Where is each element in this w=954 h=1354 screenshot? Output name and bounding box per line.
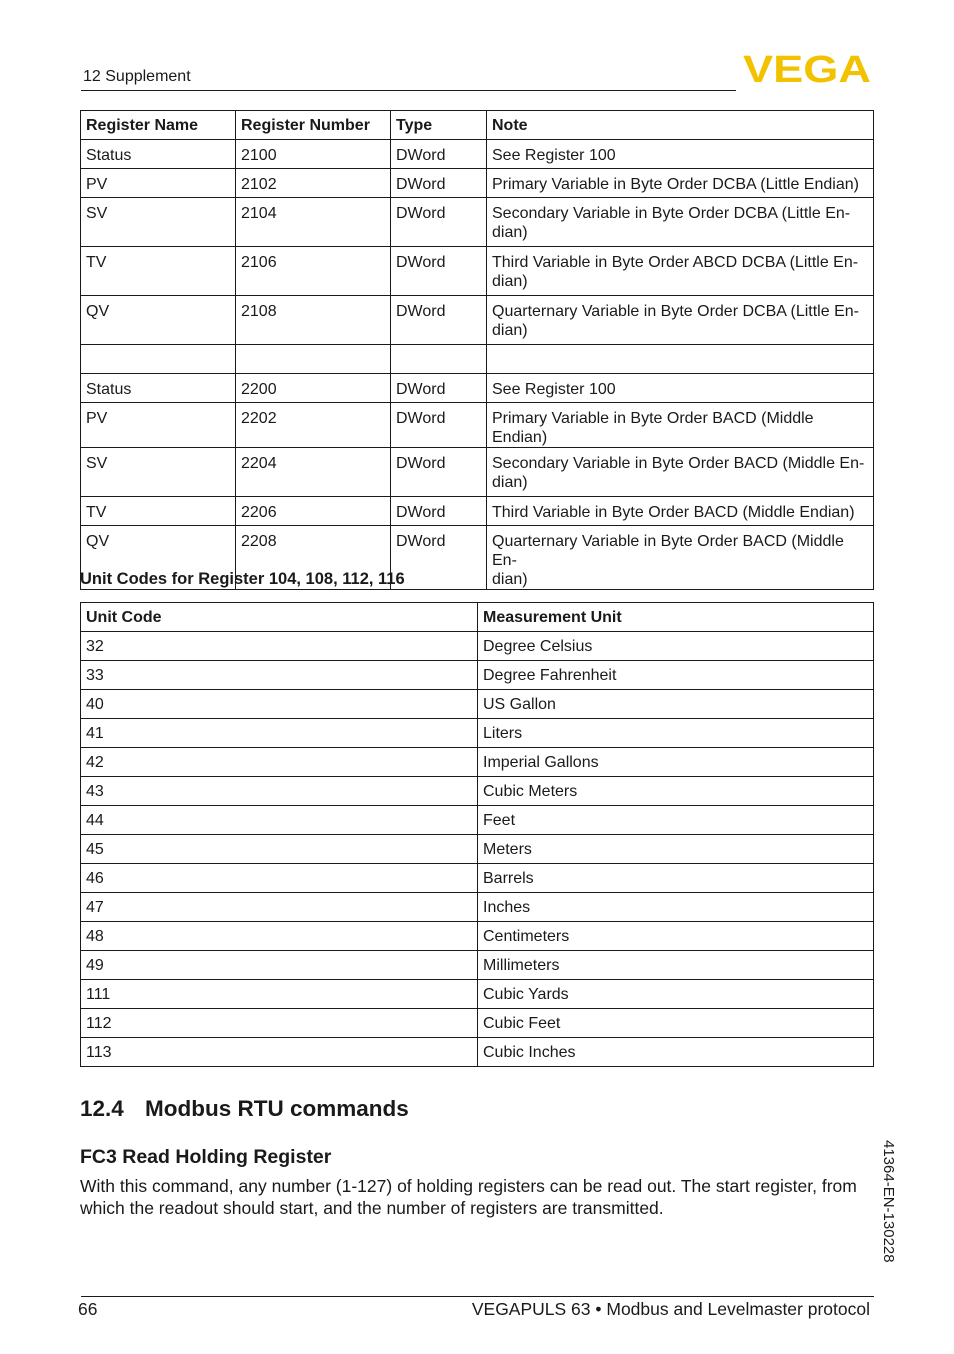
table-cell: PV — [81, 169, 236, 198]
table-row — [81, 247, 874, 296]
table-cell: DWord — [391, 296, 487, 345]
table-row — [81, 661, 874, 690]
table-cell: 112 — [81, 1009, 478, 1038]
table-cell: Degree Celsius — [478, 632, 874, 661]
table-cell — [391, 345, 487, 374]
table-cell: Primary Variable in Byte Order DCBA (Little Endian) — [487, 169, 874, 198]
table-cell: 2208 — [236, 526, 391, 590]
table-cell: Barrels — [478, 864, 874, 893]
table-cell: DWord — [391, 403, 487, 448]
table-cell: Secondary Variable in Byte Order DCBA (Little En- dian) — [487, 198, 874, 247]
body-paragraph: With this command, any number (1-127) of holding registers can be read out. The start register, from which the readout should start, and the number of registers are transmitted. — [80, 1176, 857, 1218]
table-row — [81, 980, 874, 1009]
table-row — [81, 922, 874, 951]
table-row — [81, 1009, 874, 1038]
table-row — [81, 951, 874, 980]
table-cell: Third Variable in Byte Order BACD (Middle Endian) — [487, 497, 874, 526]
table-row — [81, 690, 874, 719]
header-note: Note — [487, 111, 874, 140]
table-cell: 111 — [81, 980, 478, 1009]
table-cell: Liters — [478, 719, 874, 748]
table-cell: 2108 — [236, 296, 391, 345]
table-cell: 33 — [81, 661, 478, 690]
table-cell: Centimeters — [478, 922, 874, 951]
table-cell: Cubic Feet — [478, 1009, 874, 1038]
table-cell: See Register 100 — [487, 140, 874, 169]
table-cell: Degree Fahrenheit — [478, 661, 874, 690]
table-cell: 41 — [81, 719, 478, 748]
table-cell: Meters — [478, 835, 874, 864]
footer-rule — [81, 1296, 874, 1297]
table-cell: 44 — [81, 806, 478, 835]
table-cell: 2104 — [236, 198, 391, 247]
table-cell: Millimeters — [478, 951, 874, 980]
table-cell: Cubic Yards — [478, 980, 874, 1009]
table-cell: PV — [81, 403, 236, 448]
table-row — [81, 1038, 874, 1067]
table-cell: 43 — [81, 777, 478, 806]
table-cell: QV — [81, 526, 236, 590]
table-cell: TV — [81, 497, 236, 526]
table-cell: DWord — [391, 497, 487, 526]
section-number: 12.4 — [80, 1096, 124, 1121]
header-measurement-unit: Measurement Unit — [478, 603, 874, 632]
table-cell: TV — [81, 247, 236, 296]
header-register-number: Register Number — [236, 111, 391, 140]
section-title: Modbus RTU commands — [145, 1096, 409, 1121]
document-code: 41364-EN-130228 — [880, 1140, 897, 1263]
table-cell: DWord — [391, 526, 487, 590]
table-row — [81, 777, 874, 806]
table-row — [81, 296, 874, 345]
table-cell: DWord — [391, 140, 487, 169]
table-row — [81, 140, 874, 169]
table-cell: Imperial Gallons — [478, 748, 874, 777]
vega-logo — [742, 52, 872, 84]
footer-title: VEGAPULS 63 • Modbus and Levelmaster protocol — [471, 1299, 870, 1319]
unit-table-header — [81, 603, 874, 632]
table-cell: 49 — [81, 951, 478, 980]
section-header: 12 Supplement — [83, 68, 191, 85]
table-row — [81, 893, 874, 922]
table-cell: DWord — [391, 448, 487, 497]
header-rule — [81, 90, 736, 91]
table-cell: DWord — [391, 374, 487, 403]
table-row — [81, 864, 874, 893]
register-table-header — [81, 111, 874, 140]
table-cell: 48 — [81, 922, 478, 951]
table-row — [81, 748, 874, 777]
table-cell: 113 — [81, 1038, 478, 1067]
table-cell — [487, 345, 874, 374]
table-cell: DWord — [391, 198, 487, 247]
table-cell: DWord — [391, 169, 487, 198]
table-cell — [236, 345, 391, 374]
table-cell: Feet — [478, 806, 874, 835]
table-cell: 2100 — [236, 140, 391, 169]
table-cell: 40 — [81, 690, 478, 719]
table-row — [81, 345, 874, 374]
table-cell: 42 — [81, 748, 478, 777]
table-cell: SV — [81, 198, 236, 247]
table-row — [81, 835, 874, 864]
table-cell: Cubic Meters — [478, 777, 874, 806]
unit-codes-caption: Unit Codes for Register 104, 108, 112, 116 — [80, 570, 405, 588]
table-cell: 2206 — [236, 497, 391, 526]
table-cell: Cubic Inches — [478, 1038, 874, 1067]
table-cell: 2102 — [236, 169, 391, 198]
table-cell: Primary Variable in Byte Order BACD (Middle Endian) — [487, 403, 874, 448]
subsection-title: FC3 Read Holding Register — [80, 1146, 332, 1168]
header-unit-code: Unit Code — [81, 603, 478, 632]
table-row — [81, 632, 874, 661]
table-cell: QV — [81, 296, 236, 345]
table-cell: Inches — [478, 893, 874, 922]
table-cell: 46 — [81, 864, 478, 893]
table-cell: US Gallon — [478, 690, 874, 719]
table-cell: Secondary Variable in Byte Order BACD (Middle En- dian) — [487, 448, 874, 497]
table-cell: 2106 — [236, 247, 391, 296]
table-cell: Third Variable in Byte Order ABCD DCBA (Little En- dian) — [487, 247, 874, 296]
table-cell: DWord — [391, 247, 487, 296]
table-cell: 2200 — [236, 374, 391, 403]
table-row — [81, 198, 874, 247]
table-cell: Status — [81, 374, 236, 403]
table-cell: Quarternary Variable in Byte Order DCBA (Little En- dian) — [487, 296, 874, 345]
unit-code-table — [80, 602, 874, 1067]
table-row — [81, 169, 874, 198]
table-cell: 45 — [81, 835, 478, 864]
table-cell: SV — [81, 448, 236, 497]
table-cell: Status — [81, 140, 236, 169]
table-row — [81, 719, 874, 748]
logo-text: VEGA — [743, 52, 871, 84]
table-cell: 2204 — [236, 448, 391, 497]
table-row — [81, 497, 874, 526]
header-type: Type — [391, 111, 487, 140]
table-row — [81, 374, 874, 403]
table-row — [81, 403, 874, 448]
table-row — [81, 806, 874, 835]
table-cell: 47 — [81, 893, 478, 922]
page-number: 66 — [78, 1299, 98, 1319]
table-cell: 32 — [81, 632, 478, 661]
table-row — [81, 448, 874, 497]
table-cell: Quarternary Variable in Byte Order BACD (Middle En- dian) — [487, 526, 874, 590]
table-cell: 2202 — [236, 403, 391, 448]
table-cell: See Register 100 — [487, 374, 874, 403]
header-register-name: Register Name — [81, 111, 236, 140]
table-cell — [81, 345, 236, 374]
register-table — [80, 110, 874, 590]
